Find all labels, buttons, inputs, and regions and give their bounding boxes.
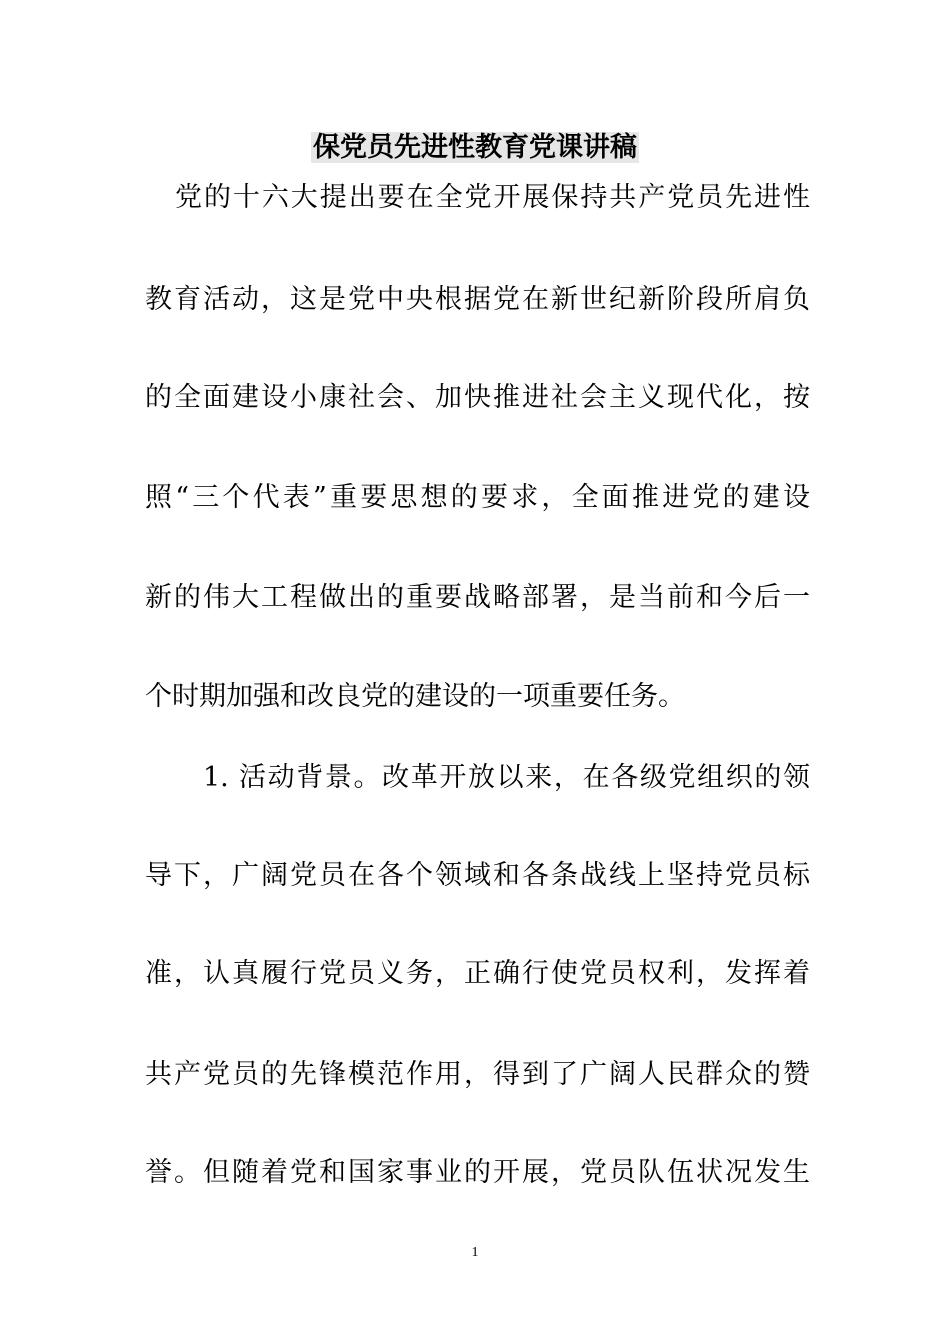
document-title [0, 128, 950, 168]
paragraph-line: 导下，广阔党员在各个领域和各条战线上坚持党员标 [145, 860, 810, 891]
paragraph-line: 党的十六大提出要在全党开展保持共产党员先进性 [175, 182, 810, 213]
page-number: 1 [471, 1245, 479, 1260]
paragraph-line: 共产党员的先锋模范作用，得到了广阔人民群众的赞 [145, 1059, 810, 1090]
paragraph-line: 1. 活动背景。改革开放以来，在各级党组织的领 [203, 762, 810, 793]
paragraph-line: 新的伟大工程做出的重要战略部署，是当前和今后一 [145, 582, 810, 613]
paragraph-line: 誉。但随着党和国家事业的开展，党员队伍状况发生 [145, 1157, 810, 1188]
paragraph-line: 教育活动，这是党中央根据党在新世纪新阶段所肩负 [145, 284, 810, 315]
title-text: 保党员先进性教育党课讲稿 [313, 132, 637, 163]
paragraph-line: 照“三个代表”重要思想的要求，全面推进党的建设 [145, 482, 810, 513]
paragraph-line: 准，认真履行党员义务，正确行使党员权利，发挥着 [145, 958, 810, 989]
paragraph-line: 个时期加强和改良党的建设的一项重要任务。 [145, 681, 685, 712]
paragraph-line: 的全面建设小康社会、加快推进社会主义现代化，按 [145, 382, 810, 413]
